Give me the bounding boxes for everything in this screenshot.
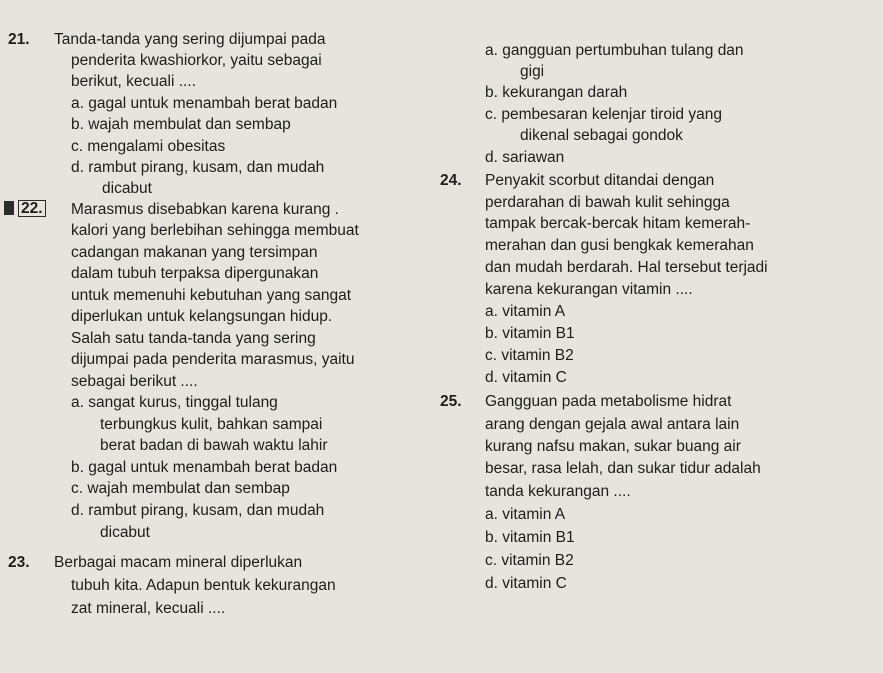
answer-option: d. rambut pirang, kusam, dan mudah <box>71 502 325 519</box>
question-text: untuk memenuhi kebutuhan yang sangat <box>71 287 352 304</box>
answer-option-continued: dicabut <box>100 524 150 541</box>
question-text: tubuh kita. Adapun bentuk kekurangan <box>71 577 336 594</box>
question-text: cadangan makanan yang tersimpan <box>71 244 318 261</box>
question-text: penderita kwashiorkor, yaitu sebagai <box>71 52 322 69</box>
answer-option: d. vitamin C <box>485 369 567 386</box>
question-text: dijumpai pada penderita marasmus, yaitu <box>71 351 355 368</box>
question-text: perdarahan di bawah kulit sehingga <box>485 194 730 211</box>
question-text: dan mudah berdarah. Hal tersebut terjadi <box>485 259 768 276</box>
question-text: merahan dan gusi bengkak kemerahan <box>485 237 754 254</box>
answer-option: c. mengalami obesitas <box>71 138 226 155</box>
answer-option-continued: dicabut <box>102 180 152 197</box>
answer-option: b. vitamin B1 <box>485 325 575 342</box>
question-text: arang dengan gejala awal antara lain <box>485 416 740 433</box>
question-number: 24. <box>440 172 462 189</box>
answer-option: c. vitamin B2 <box>485 347 574 364</box>
question-number: 23. <box>8 554 30 571</box>
answer-option: d. rambut pirang, kusam, dan mudah <box>71 159 325 176</box>
margin-marker-icon <box>4 201 14 215</box>
question-text: Salah satu tanda-tanda yang sering <box>71 330 316 347</box>
answer-option-continued: gigi <box>520 63 545 80</box>
question-number-boxed: 22. <box>18 200 46 217</box>
question-text: kalori yang berlebihan sehingga membuat <box>71 222 359 239</box>
answer-option: a. sangat kurus, tinggal tulang <box>71 394 278 411</box>
question-text: dalam tubuh terpaksa dipergunakan <box>71 265 319 282</box>
question-text: berikut, kecuali .... <box>71 73 196 90</box>
answer-option: c. wajah membulat dan sembap <box>71 480 290 497</box>
answer-option: c. pembesaran kelenjar tiroid yang <box>485 106 722 123</box>
answer-option: b. vitamin B1 <box>485 529 575 546</box>
question-text: karena kekurangan vitamin .... <box>485 281 693 298</box>
question-text: Berbagai macam mineral diperlukan <box>54 554 303 571</box>
question-text: Penyakit scorbut ditandai dengan <box>485 172 715 189</box>
answer-option: a. vitamin A <box>485 506 566 523</box>
answer-option: b. wajah membulat dan sembap <box>71 116 291 133</box>
question-text: Gangguan pada metabolisme hidrat <box>485 393 732 410</box>
question-number: 21. <box>8 31 30 48</box>
answer-option: d. sariawan <box>485 149 565 166</box>
answer-option-continued: terbungkus kulit, bahkan sampai <box>100 416 323 433</box>
question-text: diperlukan untuk kelangsungan hidup. <box>71 308 333 325</box>
answer-option: a. gagal untuk menambah berat badan <box>71 95 338 112</box>
answer-option-continued: dikenal sebagai gondok <box>520 127 683 144</box>
answer-option-continued: berat badan di bawah waktu lahir <box>100 437 328 454</box>
question-text: tampak bercak-bercak hitam kemerah- <box>485 215 751 232</box>
question-text: Marasmus disebabkan karena kurang . <box>71 201 339 218</box>
question-number: 25. <box>440 393 462 410</box>
question-text: Tanda-tanda yang sering dijumpai pada <box>54 31 326 48</box>
answer-option: c. vitamin B2 <box>485 552 574 569</box>
answer-option: d. vitamin C <box>485 575 567 592</box>
answer-option: b. gagal untuk menambah berat badan <box>71 459 338 476</box>
question-text: kurang nafsu makan, sukar buang air <box>485 438 741 455</box>
question-text: zat mineral, kecuali .... <box>71 600 226 617</box>
answer-option: b. kekurangan darah <box>485 84 628 101</box>
question-text: besar, rasa lelah, dan sukar tidur adalah <box>485 460 761 477</box>
question-text: sebagai berikut .... <box>71 373 198 390</box>
question-text: tanda kekurangan .... <box>485 483 631 500</box>
answer-option: a. vitamin A <box>485 303 566 320</box>
answer-option: a. gangguan pertumbuhan tulang dan <box>485 42 744 59</box>
